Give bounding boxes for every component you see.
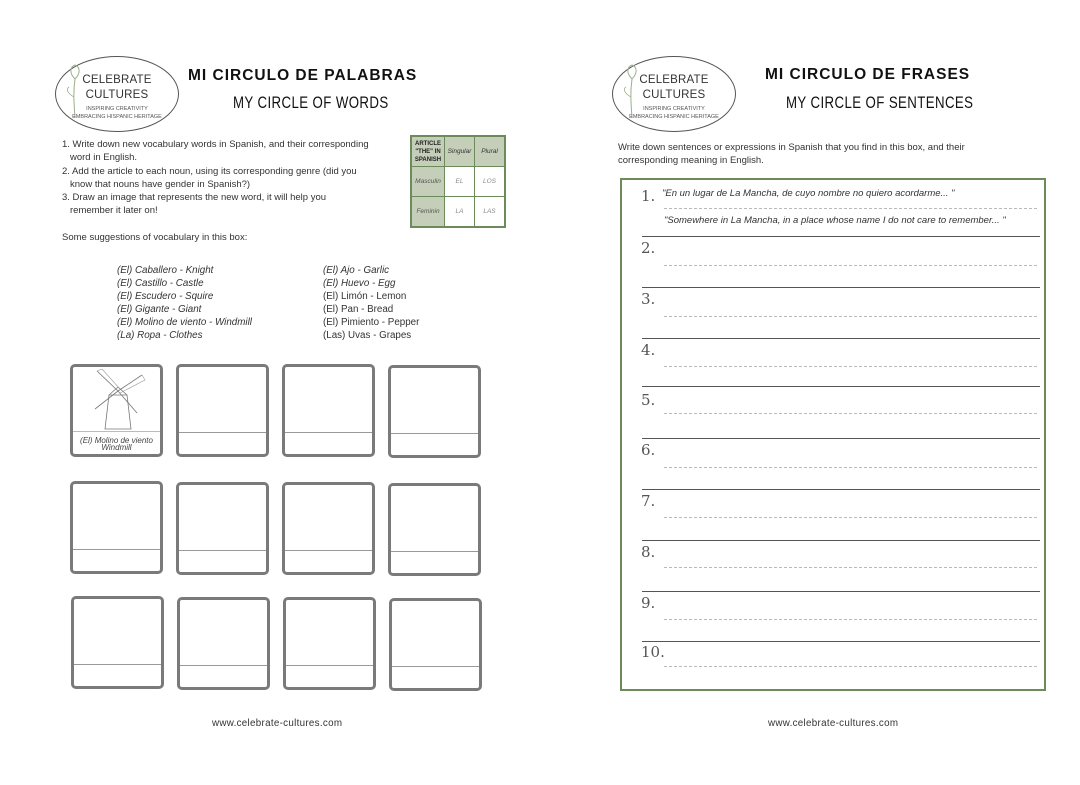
- sentence-solid-line: [642, 338, 1040, 339]
- instruction-line: corresponding meaning in English.: [618, 155, 764, 167]
- word-card[interactable]: [283, 597, 376, 690]
- card-divider: [286, 665, 373, 666]
- sentence-dashed-line[interactable]: [664, 567, 1037, 568]
- table-plural-header: Plural: [475, 136, 506, 167]
- sentences-box: [620, 178, 1046, 691]
- card-divider: [74, 664, 161, 665]
- card-divider: [391, 433, 478, 434]
- table-cell-los: LOS: [475, 167, 506, 197]
- sentence-number: 8.: [641, 543, 656, 561]
- table-masculine-label: Masculin: [411, 167, 445, 197]
- instruction-line: remember it later on!: [70, 205, 158, 217]
- logo-tagline-1: INSPIRING CREATIVITY: [86, 106, 148, 112]
- sentence-solid-line: [642, 236, 1040, 237]
- word-card-example[interactable]: [70, 364, 163, 457]
- vocab-item: (El) Castillo - Castle: [117, 278, 204, 289]
- sentence-dashed-line[interactable]: [664, 265, 1037, 266]
- card-divider: [180, 665, 267, 666]
- word-card[interactable]: [282, 364, 375, 457]
- vocab-item: (El) Pan - Bread: [323, 304, 394, 315]
- logo-line-cultures: CULTURES: [642, 89, 706, 101]
- card-divider: [73, 431, 160, 432]
- card-caption: (El) Molino de viento Windmill: [80, 436, 153, 452]
- logo-line-cultures: CULTURES: [85, 89, 149, 101]
- logo-tagline-2: EMBRACING HISPANIC HERITAGE: [629, 114, 719, 120]
- sentence-solid-line: [642, 438, 1040, 439]
- page-title-spanish: MI CIRCULO DE PALABRAS: [188, 67, 418, 84]
- sentence-number: 1.: [641, 187, 656, 205]
- article-table: [410, 135, 506, 228]
- footer-url[interactable]: www.celebrate-cultures.com: [768, 718, 899, 729]
- sentence-dashed-line[interactable]: [664, 366, 1037, 367]
- instruction-line: word in English.: [70, 152, 138, 164]
- word-card[interactable]: [282, 482, 375, 575]
- vocab-item: (El) Pimiento - Pepper: [323, 317, 420, 328]
- logo-tagline-2: EMBRACING HISPANIC HERITAGE: [72, 114, 162, 120]
- vocab-item: (El) Escudero - Squire: [117, 291, 214, 302]
- word-card[interactable]: [176, 482, 269, 575]
- table-feminine-label: Feminin: [411, 197, 445, 228]
- sentence-number: 5.: [641, 391, 656, 409]
- sentence-solid-line: [642, 489, 1040, 490]
- sentence-solid-line: [642, 540, 1040, 541]
- logo-line-celebrate: CELEBRATE: [639, 74, 709, 86]
- instruction-line: 3. Draw an image that represents the new word, it will help you: [62, 192, 327, 204]
- sentence-number: 7.: [641, 492, 656, 510]
- instruction-line: 1. Write down new vocabulary words in Spanish, and their corresponding: [62, 139, 369, 150]
- sentence-number: 10.: [641, 643, 665, 661]
- table-cell-la: LA: [445, 197, 475, 228]
- word-card[interactable]: [177, 597, 270, 690]
- card-divider: [179, 432, 266, 433]
- sentence-dashed-line[interactable]: [664, 413, 1037, 414]
- page-title-english: MY CIRCLE OF SENTENCES: [786, 93, 974, 112]
- vocab-item: (La) Ropa - Clothes: [117, 330, 203, 341]
- page-title-english: MY CIRCLE OF WORDS: [233, 93, 389, 112]
- instructions-list: [62, 138, 369, 218]
- vocab-item: (El) Caballero - Knight: [117, 265, 214, 276]
- card-divider: [285, 550, 372, 551]
- celebrate-cultures-logo: [55, 56, 179, 132]
- sentence-dashed-line[interactable]: [664, 619, 1037, 620]
- sentence-solid-line: [642, 287, 1040, 288]
- sentence-dashed-line[interactable]: [664, 467, 1037, 468]
- windmill-icon: [87, 369, 149, 431]
- word-card[interactable]: [388, 365, 481, 458]
- word-card[interactable]: [176, 364, 269, 457]
- sentence-dashed-line[interactable]: [664, 666, 1037, 667]
- sentence-example-english[interactable]: "Somewhere in La Mancha, in a place whose name I do not care to remember... ": [664, 215, 1006, 226]
- vocab-column-2: [323, 264, 419, 342]
- sentence-number: 2.: [641, 239, 656, 257]
- vocab-item: (El) Huevo - Egg: [323, 278, 396, 289]
- sentence-dashed-line: [664, 208, 1037, 209]
- logo-line-celebrate: CELEBRATE: [82, 74, 152, 86]
- sentence-number: 3.: [641, 290, 656, 308]
- vocab-item: (El) Limón - Lemon: [323, 291, 407, 302]
- instruction-line: 2. Add the article to each noun, using its corresponding genre (did you: [62, 165, 357, 177]
- sentence-solid-line: [642, 386, 1040, 387]
- sentence-dashed-line[interactable]: [664, 517, 1037, 518]
- celebrate-cultures-logo: [612, 56, 736, 132]
- sentence-number: 9.: [641, 594, 656, 612]
- card-divider: [285, 432, 372, 433]
- sentence-number: 6.: [641, 441, 656, 459]
- table-cell-las: LAS: [475, 197, 506, 228]
- page-title-spanish: MI CIRCULO DE FRASES: [765, 66, 971, 83]
- logo-tagline-1: INSPIRING CREATIVITY: [643, 106, 705, 112]
- vocab-item: (El) Ajo - Garlic: [323, 265, 390, 276]
- sentence-solid-line: [642, 591, 1040, 592]
- table-cell-el: EL: [445, 167, 475, 197]
- card-divider: [391, 551, 478, 552]
- word-card[interactable]: [70, 481, 163, 574]
- card-divider: [179, 550, 266, 551]
- vocab-column-1: [117, 264, 252, 342]
- vocab-item: (Las) Uvas - Grapes: [323, 330, 412, 341]
- footer-url[interactable]: www.celebrate-cultures.com: [212, 718, 343, 729]
- table-header-cell: ARTICLE "THE" IN SPANISH: [411, 136, 445, 167]
- instruction-line: Write down sentences or expressions in Spanish that you find in this box, and their: [618, 142, 965, 153]
- word-card[interactable]: [388, 483, 481, 576]
- suggestions-label: Some suggestions of vocabulary in this box:: [62, 232, 248, 243]
- instructions-text: [618, 141, 965, 168]
- sentence-example-spanish[interactable]: "En un lugar de La Mancha, de cuyo nombre no quiero acordarme... ": [662, 188, 955, 199]
- word-card[interactable]: [389, 598, 482, 691]
- instruction-line: know that nouns have gender in Spanish?): [70, 178, 251, 190]
- sentence-dashed-line[interactable]: [664, 316, 1037, 317]
- table-singular-header: Singular: [445, 136, 475, 167]
- card-divider: [392, 666, 479, 667]
- sentence-solid-line: [642, 641, 1040, 642]
- vocab-item: (El) Molino de viento - Windmill: [117, 317, 252, 328]
- card-divider: [73, 549, 160, 550]
- word-card[interactable]: [71, 596, 164, 689]
- sentence-number: 4.: [641, 341, 656, 359]
- vocab-item: (El) Gigante - Giant: [117, 304, 202, 315]
